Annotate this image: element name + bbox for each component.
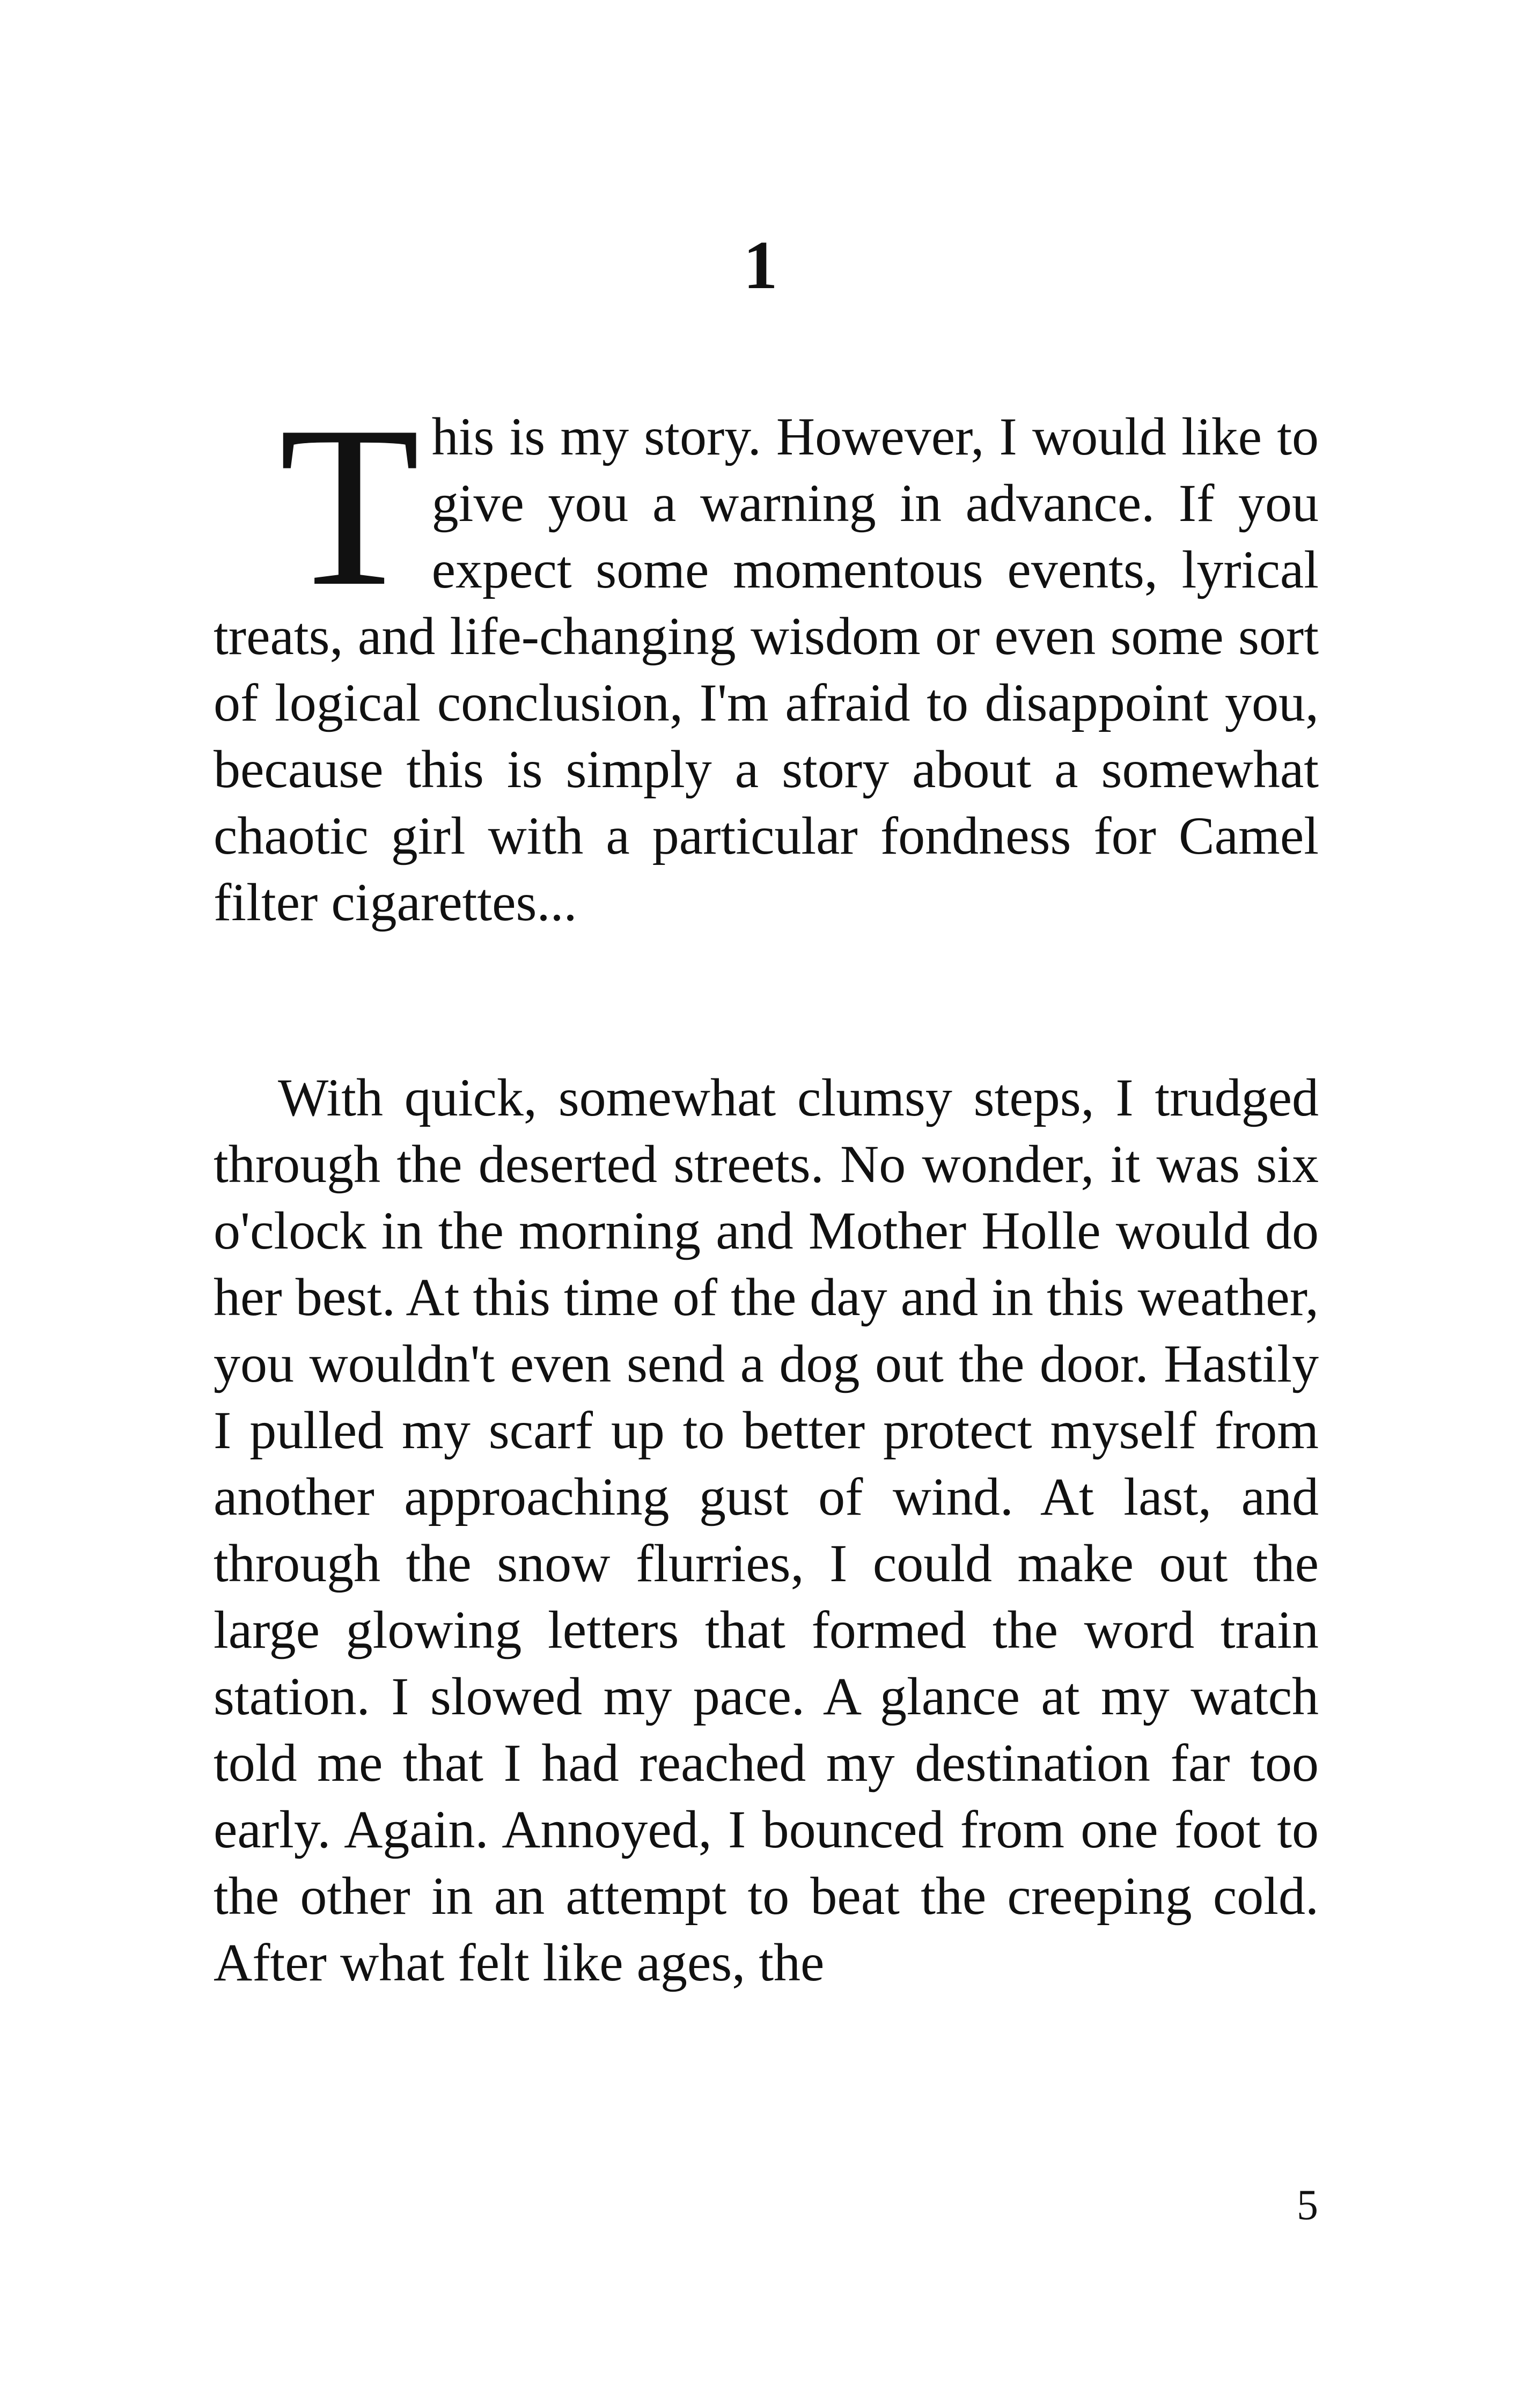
opening-paragraph (214, 379, 1319, 936)
second-paragraph: With quick, somewhat clumsy steps, I trudged through the deserted streets. No wonder, it was six o'clock in the morning and Mother Holle would do her best. At this time of the day and in this weather, you wouldn't even send a dog out the door. Hastily I pulled my scarf up to better protect myself from another approaching gust of wind. At last, and through the snow flurries, I could make out the large glowing letters that formed the word train station. I slowed my pace. A glance at my watch told me that I had reached my destination far too early. Again. Annoyed, I bounced from one foot to the other in an attempt to beat the creeping cold. After what felt like ages, the (214, 1068, 1319, 1992)
chapter-number: 1 (743, 227, 778, 303)
page-number: 5 (1297, 2182, 1318, 2229)
drop-cap-letter: T (279, 379, 420, 634)
opening-paragraph-text: his is my story. However, I would like to give you a warning in advance. If you expect some momentous events, lyrical treats, and life-changing wisdom or even some sort of logical conclusion, I'm afraid to disappoint you, because this is simply a story about a somewhat chaotic girl with a particular fondness for Camel filter cigarettes... (214, 407, 1319, 932)
